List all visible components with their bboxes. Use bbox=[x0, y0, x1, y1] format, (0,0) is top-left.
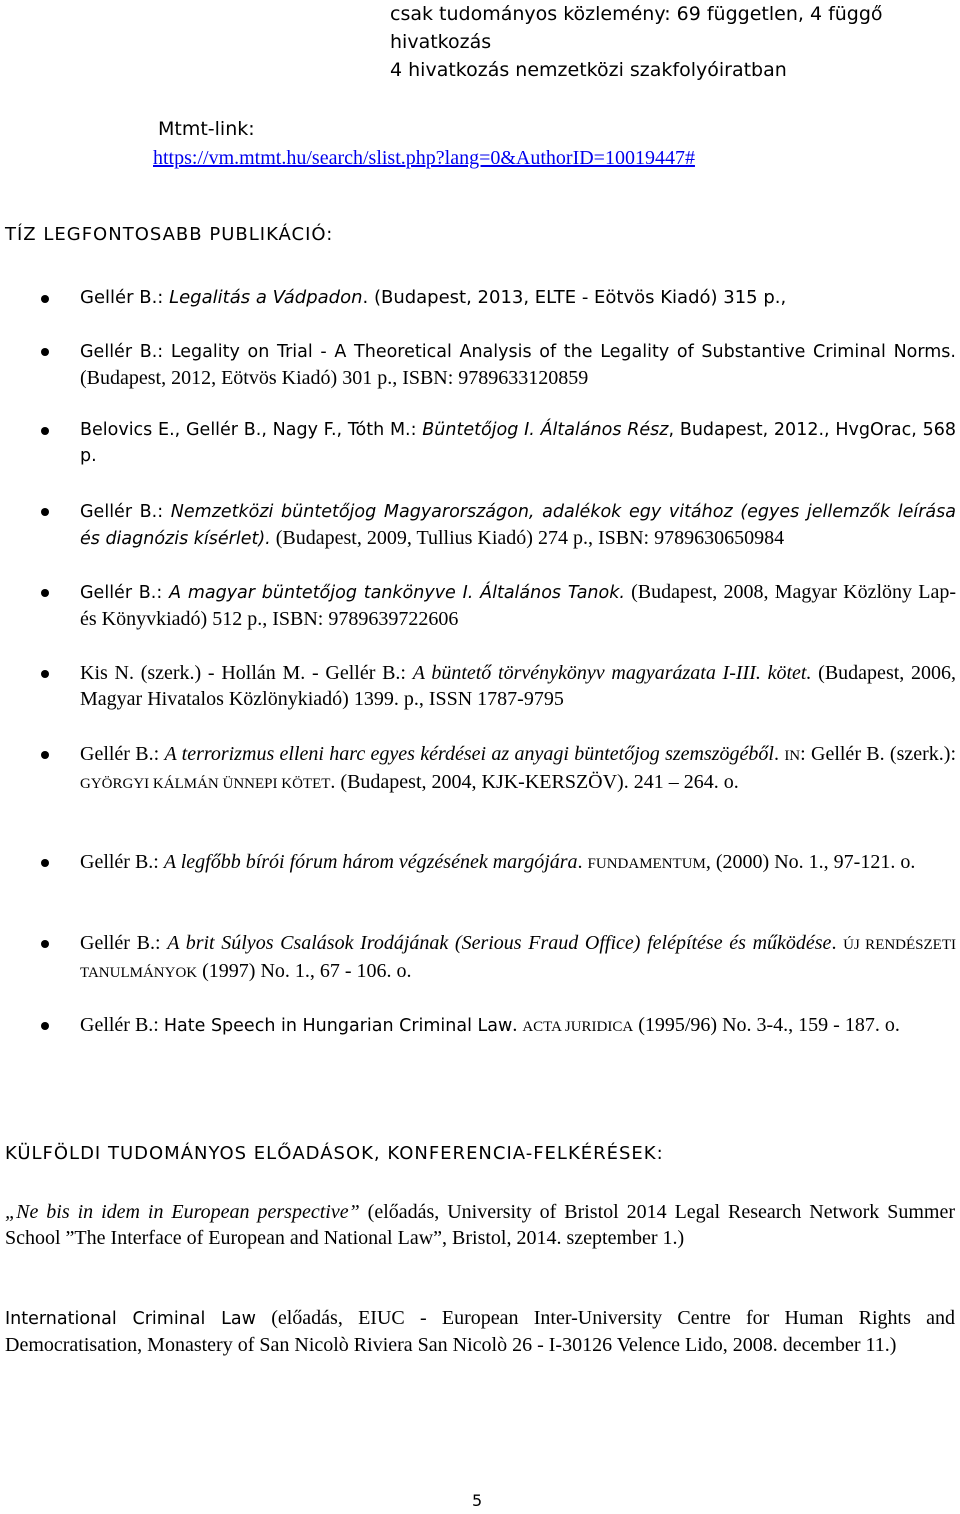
mtmt-label: Mtmt-link: bbox=[158, 118, 255, 140]
pub-title: A legfőbb bírói fórum három végzésének margójára bbox=[163, 851, 578, 873]
pub-author: Gellér B. bbox=[80, 342, 158, 362]
pub-author: Gellér B.: bbox=[80, 743, 165, 765]
citation-summary bbox=[390, 0, 883, 84]
pub-title: Büntetőjog I. Általános Rész bbox=[422, 420, 669, 440]
pub-details: (Budapest, 2008, Magyar Közlöny Lap- és Könyvkiadó) 512 p., ISBN: 9789639722606 bbox=[80, 581, 956, 630]
publication-item-8 bbox=[80, 849, 956, 877]
pub-separator: . bbox=[512, 1014, 523, 1036]
publication-item-5 bbox=[80, 579, 956, 632]
section-heading-publications: TÍZ LEGFONTOSABB PUBLIKÁCIÓ: bbox=[5, 224, 334, 245]
pub-details: . (Budapest, 2004, KJK-KERSZÖV). 241 – 264. o. bbox=[330, 771, 739, 793]
bullet-icon bbox=[41, 427, 49, 435]
publication-item-7 bbox=[80, 741, 956, 797]
publication-item-1 bbox=[80, 285, 956, 311]
mtmt-link[interactable]: https://vm.mtmt.hu/search/slist.php?lang=0&AuthorID=10019447# bbox=[153, 147, 695, 169]
lecture-item-2 bbox=[5, 1305, 955, 1358]
lecture-title: „Ne bis in idem in European perspective” bbox=[5, 1201, 360, 1223]
pub-title: A magyar büntetőjog tankönyve I. Általános Tanok. bbox=[169, 583, 625, 603]
bullet-icon bbox=[41, 508, 49, 516]
lecture-item-1 bbox=[5, 1199, 955, 1251]
pub-details: (Budapest, 2012, Eötvös Kiadó) 301 p., ISBN: 9789633120859 bbox=[80, 367, 589, 389]
pub-title: Hate Speech in Hungarian Criminal Law bbox=[163, 1016, 513, 1036]
bullet-icon bbox=[41, 589, 49, 597]
pub-separator: . bbox=[577, 851, 588, 873]
pub-title: : Legality on Trial - A Theoretical Analysis of the Legality of Substantive Criminal Norms. bbox=[157, 342, 956, 362]
bullet-icon bbox=[41, 670, 49, 678]
pub-title: A büntető törvénykönyv magyarázata I-III. kötet. bbox=[412, 662, 812, 684]
bullet-icon bbox=[41, 859, 49, 867]
pub-book-title: GYÖRGYI KÁLMÁN ÜNNEPI KÖTET bbox=[80, 776, 331, 792]
citation-line-1: csak tudományos közlemény: 69 független, 4 függő bbox=[390, 3, 883, 25]
publication-item-9 bbox=[80, 930, 956, 986]
lecture-details: (előadás, University of Bristol 2014 Legal Research Network Summer School ”The Interface of European and National Law”, Bristol, 2014. szeptember 1.) bbox=[5, 1201, 956, 1249]
pub-details: , (2000) No. 1., 97-121. o. bbox=[705, 851, 916, 873]
section-heading-lectures: KÜLFÖLDI TUDOMÁNYOS ELŐADÁSOK, KONFERENCIA-FELKÉRÉSEK: bbox=[5, 1143, 664, 1164]
pub-details: (Budapest, 2006, Magyar Hivatalos Közlönykiadó) 1399. p., ISSN 1787-9795 bbox=[80, 662, 957, 710]
pub-journal: FUNDAMENTUM bbox=[587, 856, 706, 872]
lecture-details: (előadás, EIUC - European Inter-University Centre for Human Rights and Democratisation, Monastery of San Nicolò Riviera San Nicolò 26 - I-30126 Velence Lido, 2008. december 11.) bbox=[5, 1307, 955, 1356]
pub-title: Nemzetközi büntetőjog Magyarországon, adalékok egy vitához (egyes jellemzők leírása és diagnózis kísérlet). bbox=[80, 502, 956, 549]
lecture-title: International Criminal Law bbox=[5, 1309, 256, 1329]
citation-line-2: hivatkozás bbox=[390, 31, 492, 53]
publication-item-3 bbox=[80, 417, 956, 469]
bullet-icon bbox=[41, 940, 49, 948]
pub-title: Legalitás a Vádpadon bbox=[169, 287, 363, 308]
pub-title: A brit Súlyos Csalások Irodájának (Serious Fraud Office) felépítése és működése bbox=[167, 932, 832, 954]
bullet-icon bbox=[41, 1022, 49, 1030]
publication-item-4 bbox=[80, 498, 956, 552]
pub-journal: ACTA JURIDICA bbox=[522, 1019, 634, 1035]
pub-details: . (Budapest, 2013, ELTE - Eötvös Kiadó) 315 p., bbox=[362, 287, 787, 308]
pub-title: A terrorizmus elleni harc egyes kérdései az anyagi büntetőjog szemszögéből bbox=[164, 743, 774, 765]
pub-author: Belovics E., Gellér B., Nagy F., Tóth M.: bbox=[80, 420, 423, 440]
publication-item-2 bbox=[80, 338, 956, 391]
pub-author: Gellér B.: bbox=[80, 287, 170, 308]
pub-details: (Budapest, 2009, Tullius Kiadó) 274 p., ISBN: 9789630650984 bbox=[270, 527, 785, 549]
citation-line-3: 4 hivatkozás nemzetközi szakfolyóiratban bbox=[390, 59, 787, 81]
pub-journal: ÚJ RENDÉSZETI TANULMÁNYOK bbox=[80, 937, 957, 981]
publication-item-6 bbox=[80, 660, 956, 712]
pub-author: Gellér B.: bbox=[80, 583, 170, 603]
bullet-icon bbox=[41, 751, 49, 759]
pub-separator: . bbox=[831, 932, 844, 954]
pub-separator: . bbox=[774, 743, 785, 765]
pub-details: (1997) No. 1., 67 - 106. o. bbox=[197, 960, 412, 982]
pub-in-label: IN bbox=[784, 748, 801, 764]
pub-author: Gellér B.: bbox=[80, 932, 168, 954]
pub-author: Kis N. (szerk.) - Hollán M. - Gellér B.: bbox=[80, 662, 413, 684]
pub-details: , Budapest, 2012., HvgOrac, 568 p. bbox=[80, 420, 956, 466]
pub-author: Gellér B.: bbox=[80, 502, 171, 522]
pub-editor: : Gellér B. (szerk.): bbox=[800, 743, 956, 765]
publication-item-10 bbox=[80, 1012, 956, 1040]
pub-author: Gellér B.: bbox=[80, 851, 164, 873]
pub-details: (1995/96) No. 3-4., 159 - 187. o. bbox=[633, 1014, 900, 1036]
pub-author: Gellér B.: bbox=[80, 1014, 164, 1036]
bullet-icon bbox=[41, 295, 49, 303]
page-number: 5 bbox=[472, 1491, 483, 1510]
bullet-icon bbox=[41, 348, 49, 356]
